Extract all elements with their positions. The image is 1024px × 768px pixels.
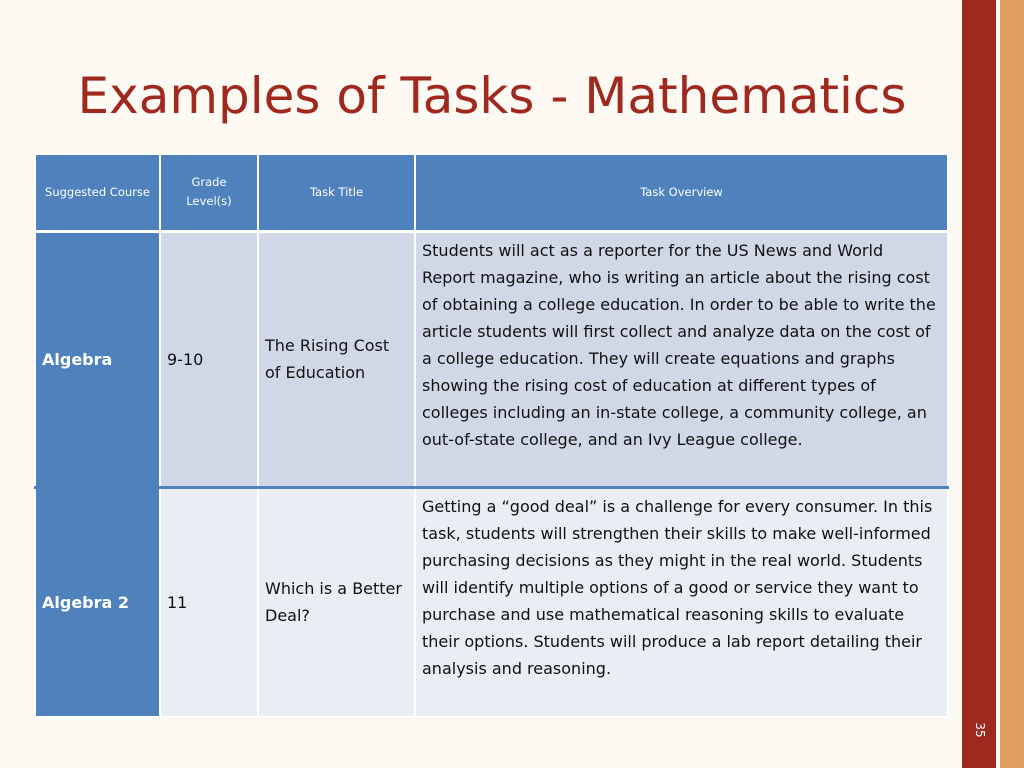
decorative-stripe-light — [1000, 0, 1024, 768]
task-title-cell: The Rising Cost of Education — [258, 231, 415, 487]
table-header-row — [35, 154, 948, 231]
header-task-title: Task Title — [258, 154, 415, 231]
tasks-table — [34, 153, 949, 718]
header-task-overview: Task Overview — [415, 154, 948, 231]
grade-cell: 9-10 — [160, 231, 258, 487]
slide-page-number: 35 — [973, 722, 987, 738]
slide-title: Examples of Tasks - Mathematics — [77, 67, 907, 125]
grade-cell: 11 — [160, 487, 258, 717]
header-suggested-course: Suggested Course — [35, 154, 160, 231]
table-row — [35, 231, 948, 487]
task-overview-cell: Students will act as a reporter for the US News and World Report magazine, who is writing an article about the rising cost of obtaining a college education. In order to be able to write the article students will first collect and analyze data on the cost of a college education. They will create equations and graphs showing the rising cost of education at different types of colleges including an in-state college, a community college, an out-of-state college, and an Ivy League college. — [415, 231, 948, 487]
header-grade-levels: Grade Level(s) — [160, 154, 258, 231]
course-cell: Algebra — [35, 231, 160, 487]
task-title-cell: Which is a Better Deal? — [258, 487, 415, 717]
task-overview-cell: Getting a “good deal” is a challenge for every consumer. In this task, students will strengthen their skills to make well-informed purchasing decisions as they might in the real world. Students will identify multiple options of a good or service they want to purchase and use mathematical reasoning skills to evaluate their options. Students will produce a lab report detailing their analysis and reasoning. — [415, 487, 948, 717]
table-row — [35, 487, 948, 717]
course-cell: Algebra 2 — [35, 487, 160, 717]
